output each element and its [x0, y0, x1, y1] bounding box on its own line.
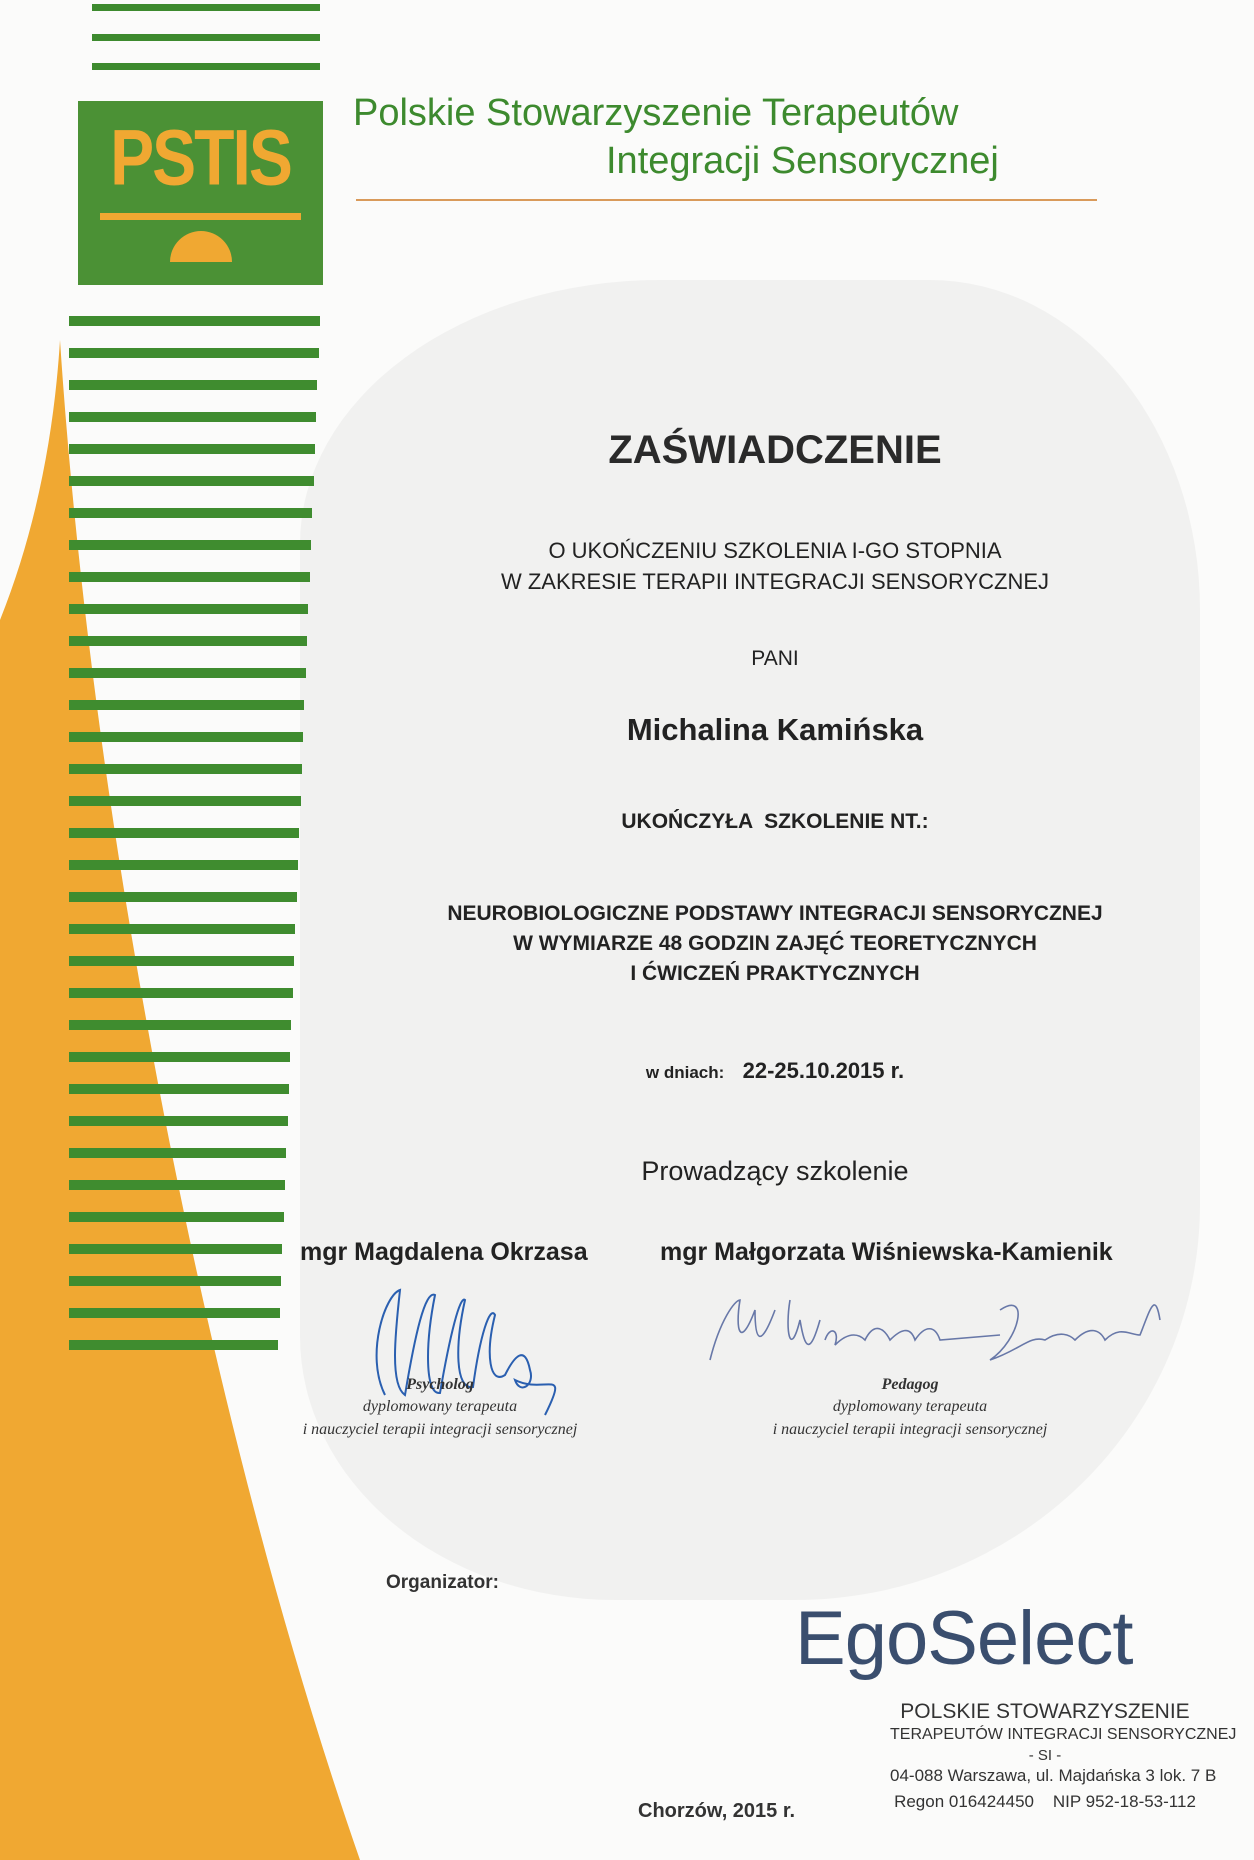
stamp-line-3: - SI - — [1028, 1747, 1062, 1764]
top-green-line — [92, 63, 320, 70]
pstis-logo — [78, 101, 323, 285]
green-stripe — [69, 796, 301, 806]
instructors-label: Prowadzący szkolenie — [641, 1156, 909, 1186]
certificate-title: ZAŚWIADCZENIE — [608, 428, 942, 472]
green-stripe — [69, 1244, 282, 1254]
stamp-line-2: TERAPEUTÓW INTEGRACJI SENSORYCZNEJ — [890, 1726, 1237, 1743]
green-stripe — [69, 1308, 280, 1318]
header-line-1: Polskie Stowarzyszenie Terapeutów — [353, 92, 959, 134]
place-date: Chorzów, 2015 r. — [638, 1800, 796, 1822]
course-line-1: NEUROBIOLOGICZNE PODSTAWY INTEGRACJI SENSORYCZNEJ — [447, 902, 1103, 925]
instructor-2-name: mgr Małgorzata Wiśniewska-Kamienik — [660, 1238, 1113, 1266]
dates: 22-25.10.2015 r. — [742, 1058, 905, 1083]
instructor-2-role-1: Pedagog — [881, 1376, 939, 1393]
green-stripe — [69, 380, 317, 390]
green-stripe — [69, 1212, 284, 1222]
green-stripe — [69, 828, 299, 838]
header-line-2: Integracji Sensorycznej — [606, 140, 999, 182]
green-stripe — [69, 1052, 290, 1062]
stamp-line-4: 04-088 Warszawa, ul. Majdańska 3 lok. 7 B — [890, 1766, 1217, 1785]
green-stripe — [69, 316, 320, 326]
subtitle-line-1: O UKOŃCZENIU SZKOLENIA I-GO STOPNIA — [548, 538, 1002, 563]
pstis-logo-text: PSTIS — [110, 112, 291, 202]
top-green-line — [92, 4, 320, 11]
green-stripe — [69, 1148, 286, 1158]
green-stripe — [69, 732, 303, 742]
green-stripe — [69, 1180, 285, 1190]
green-stripe — [69, 444, 315, 454]
green-stripe — [69, 1084, 289, 1094]
green-stripe — [69, 892, 297, 902]
green-stripe — [69, 764, 302, 774]
green-stripe — [69, 508, 312, 518]
green-stripe — [69, 668, 306, 678]
logo-sun-icon — [170, 231, 232, 262]
green-stripe — [69, 476, 314, 486]
egoselect-logo: EgoSelect — [795, 1596, 1133, 1681]
completed-label: UKOŃCZYŁA SZKOLENIE NT.: — [621, 810, 929, 833]
instructor-1-name: mgr Magdalena Okrzasa — [300, 1238, 588, 1266]
course-line-3: I ĆWICZEŃ PRAKTYCZNYCH — [630, 962, 920, 985]
logo-bar — [100, 213, 301, 220]
green-stripe — [69, 860, 298, 870]
green-stripe — [69, 1020, 291, 1030]
green-stripe — [69, 1116, 288, 1126]
stamp-line-5: Regon 016424450 NIP 952-18-53-112 — [894, 1792, 1196, 1811]
instructor-1-role-1: Psycholog — [406, 1376, 474, 1393]
green-stripe — [69, 540, 311, 550]
stamp-line-1: POLSKIE STOWARZYSZENIE — [900, 1700, 1190, 1723]
green-stripe — [69, 924, 295, 934]
top-green-line — [92, 34, 320, 41]
salutation: PANI — [751, 647, 799, 670]
organizer-label: Organizator: — [386, 1572, 499, 1593]
signature-2 — [700, 1280, 1200, 1380]
green-stripe — [69, 956, 294, 966]
green-stripe — [69, 348, 319, 358]
green-stripe — [69, 412, 316, 422]
green-stripe — [69, 636, 307, 646]
subtitle-line-2: W ZAKRESIE TERAPII INTEGRACJI SENSORYCZNEJ — [500, 569, 1050, 594]
green-stripe — [69, 1340, 278, 1350]
header-divider — [356, 199, 1097, 201]
green-stripe — [69, 700, 304, 710]
instructor-2-role-2: dyplomowany terapeuta — [832, 1398, 988, 1415]
dates-label: w dniach: — [645, 1063, 725, 1082]
recipient-name: Michalina Kamińska — [626, 712, 924, 747]
instructor-2-role-3: i nauczyciel terapii integracji sensorycznej — [772, 1421, 1048, 1438]
green-stripe — [69, 572, 310, 582]
green-stripe — [69, 604, 308, 614]
instructor-1-role-3: i nauczyciel terapii integracji sensorycznej — [302, 1421, 578, 1438]
instructor-1-role-2: dyplomowany terapeuta — [362, 1398, 518, 1415]
course-line-2: W WYMIARZE 48 GODZIN ZAJĘĆ TEORETYCZNYCH — [513, 932, 1037, 955]
green-stripe — [69, 988, 293, 998]
green-stripe — [69, 1276, 281, 1286]
